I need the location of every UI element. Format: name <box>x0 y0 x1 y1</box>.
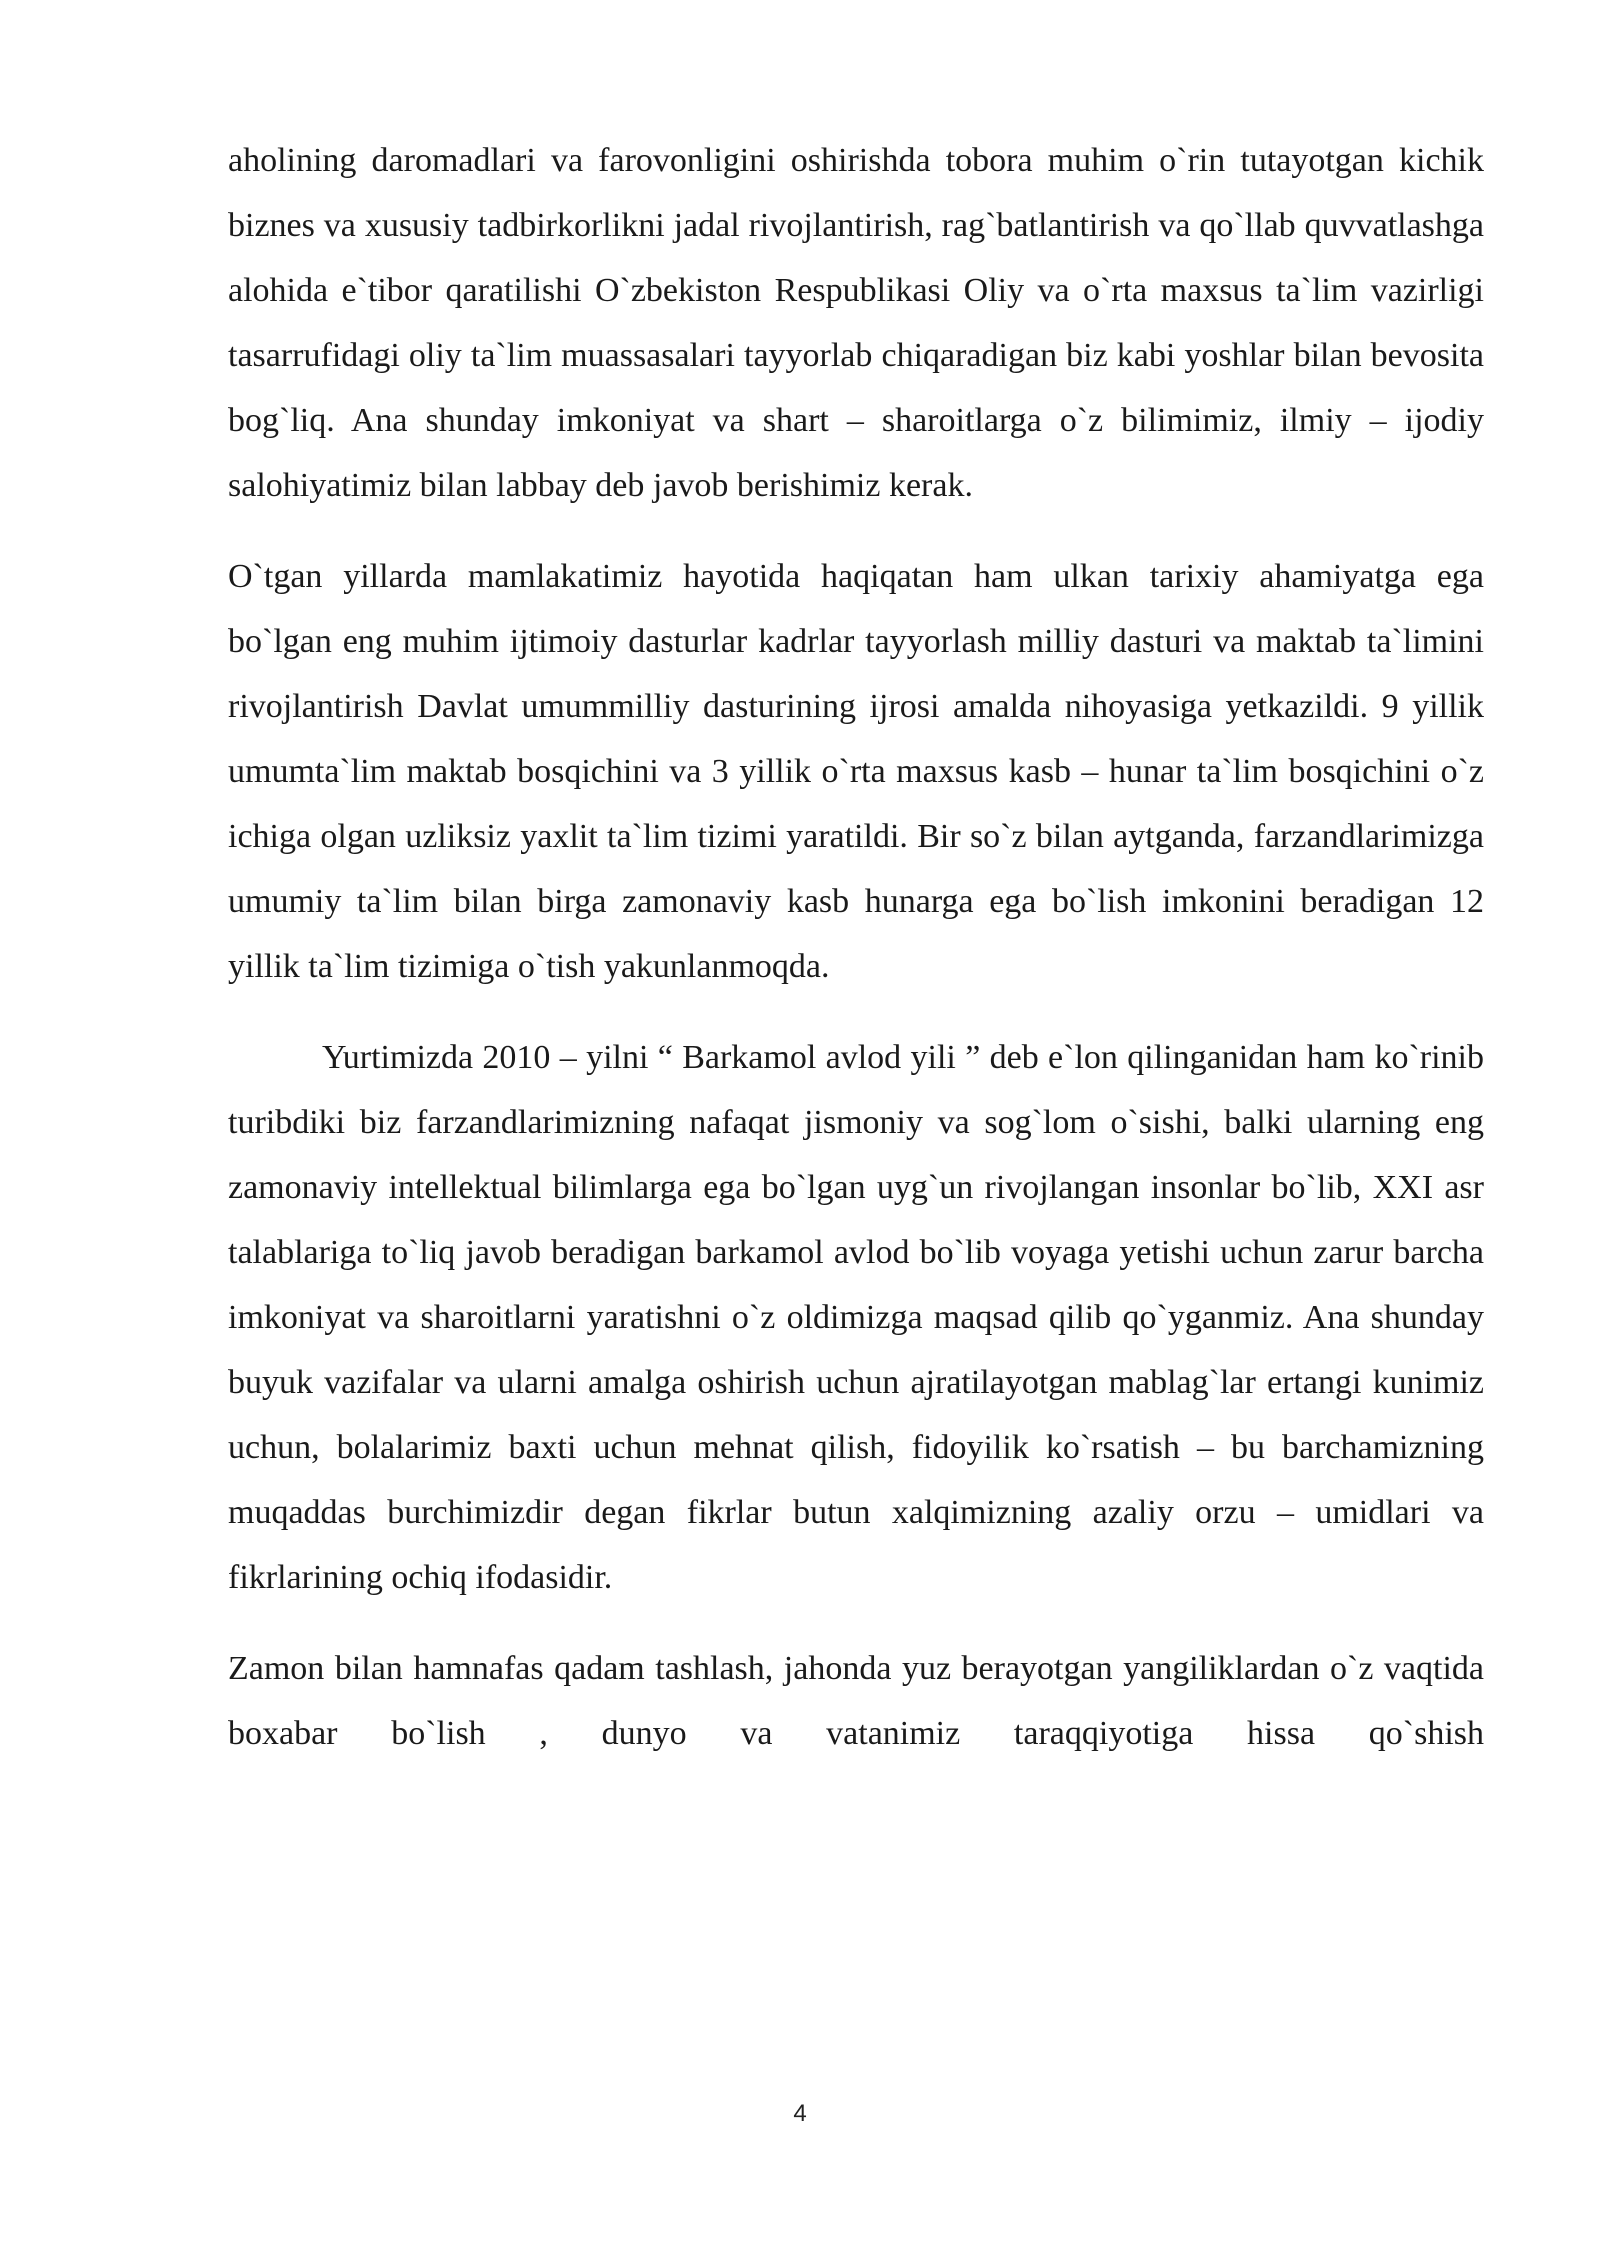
page-number: 4 <box>793 2100 807 2127</box>
paragraph-2: O`tgan yillarda mamlakatimiz hayotida haqiqatan ham ulkan tarixiy ahamiyatga ega bo`lgan eng muhim ijtimoiy dasturlar kadrlar tayyorlash milliy dasturi va maktab ta`limini rivojlantirish Davlat umummilliy dasturining ijrosi amalda nihoyasiga yetkazildi. 9 yillik umumta`lim maktab bosqichini va 3 yillik o`rta maxsus kasb – hunar ta`lim bosqichini o`z ichiga olgan uzliksiz yaxlit ta`lim tizimi yaratildi. Bir so`z bilan aytganda, farzandlarimizga umumiy ta`lim bilan birga zamonaviy kasb hunarga ega bo`lish imkonini beradigan 12 yillik ta`lim tizimiga o`tish yakunlanmoqda. <box>228 558 1484 985</box>
paragraph-3: Yurtimizda 2010 – yilni “ Barkamol avlod yili ” deb e`lon qilinganidan ham ko`rinib turibdiki biz farzandlarimizning nafaqat jismoniy va sog`lom o`sishi, balki ularning eng zamonaviy intellektual bilimlarga ega bo`lgan uyg`un rivojlangan insonlar bo`lib, XXI asr talablariga to`liq javob beradigan barkamol avlod bo`lib voyaga yetishi uchun zarur barcha imkoniyat va sharoitlarni yaratishni o`z oldimizga maqsad qilib qo`yganmiz. Ana shunday buyuk vazifalar va ularni amalga oshirish uchun ajratilayotgan mablag`lar ertangi kunimiz uchun, bolalarimiz baxti uchun mehnat qilish, fidoyilik ko`rsatish – bu barchamizning muqaddas burchimizdir degan fikrlar butun xalqimizning azaliy orzu – umidlari va fikrlarining ochiq ifodasidir. <box>228 1039 1484 1596</box>
paragraph-4: Zamon bilan hamnafas qadam tashlash, jahonda yuz berayotgan yangiliklardan o`z vaqtida boxabar bo`lish , dunyo va vatanimiz taraqqiyotiga hissa qo`shish <box>228 1650 1484 1752</box>
body-text <box>228 128 1484 1766</box>
paragraph-1: aholining daromadlari va farovonligini oshirishda tobora muhim o`rin tutayotgan kichik biznes va xususiy tadbirkorlikni jadal rivojlantirish, rag`batlantirish va qo`llab quvvatlashga alohida e`tibor qaratilishi O`zbekiston Respublikasi Oliy va o`rta maxsus ta`lim vazirligi tasarrufidagi oliy ta`lim muassasalari tayyorlab chiqaradigan biz kabi yoshlar bilan bevosita bog`liq. Ana shunday imkoniyat va shart – sharoitlarga o`z bilimimiz, ilmiy – ijodiy salohiyatimiz bilan labbay deb javob berishimiz kerak. <box>228 142 1484 504</box>
